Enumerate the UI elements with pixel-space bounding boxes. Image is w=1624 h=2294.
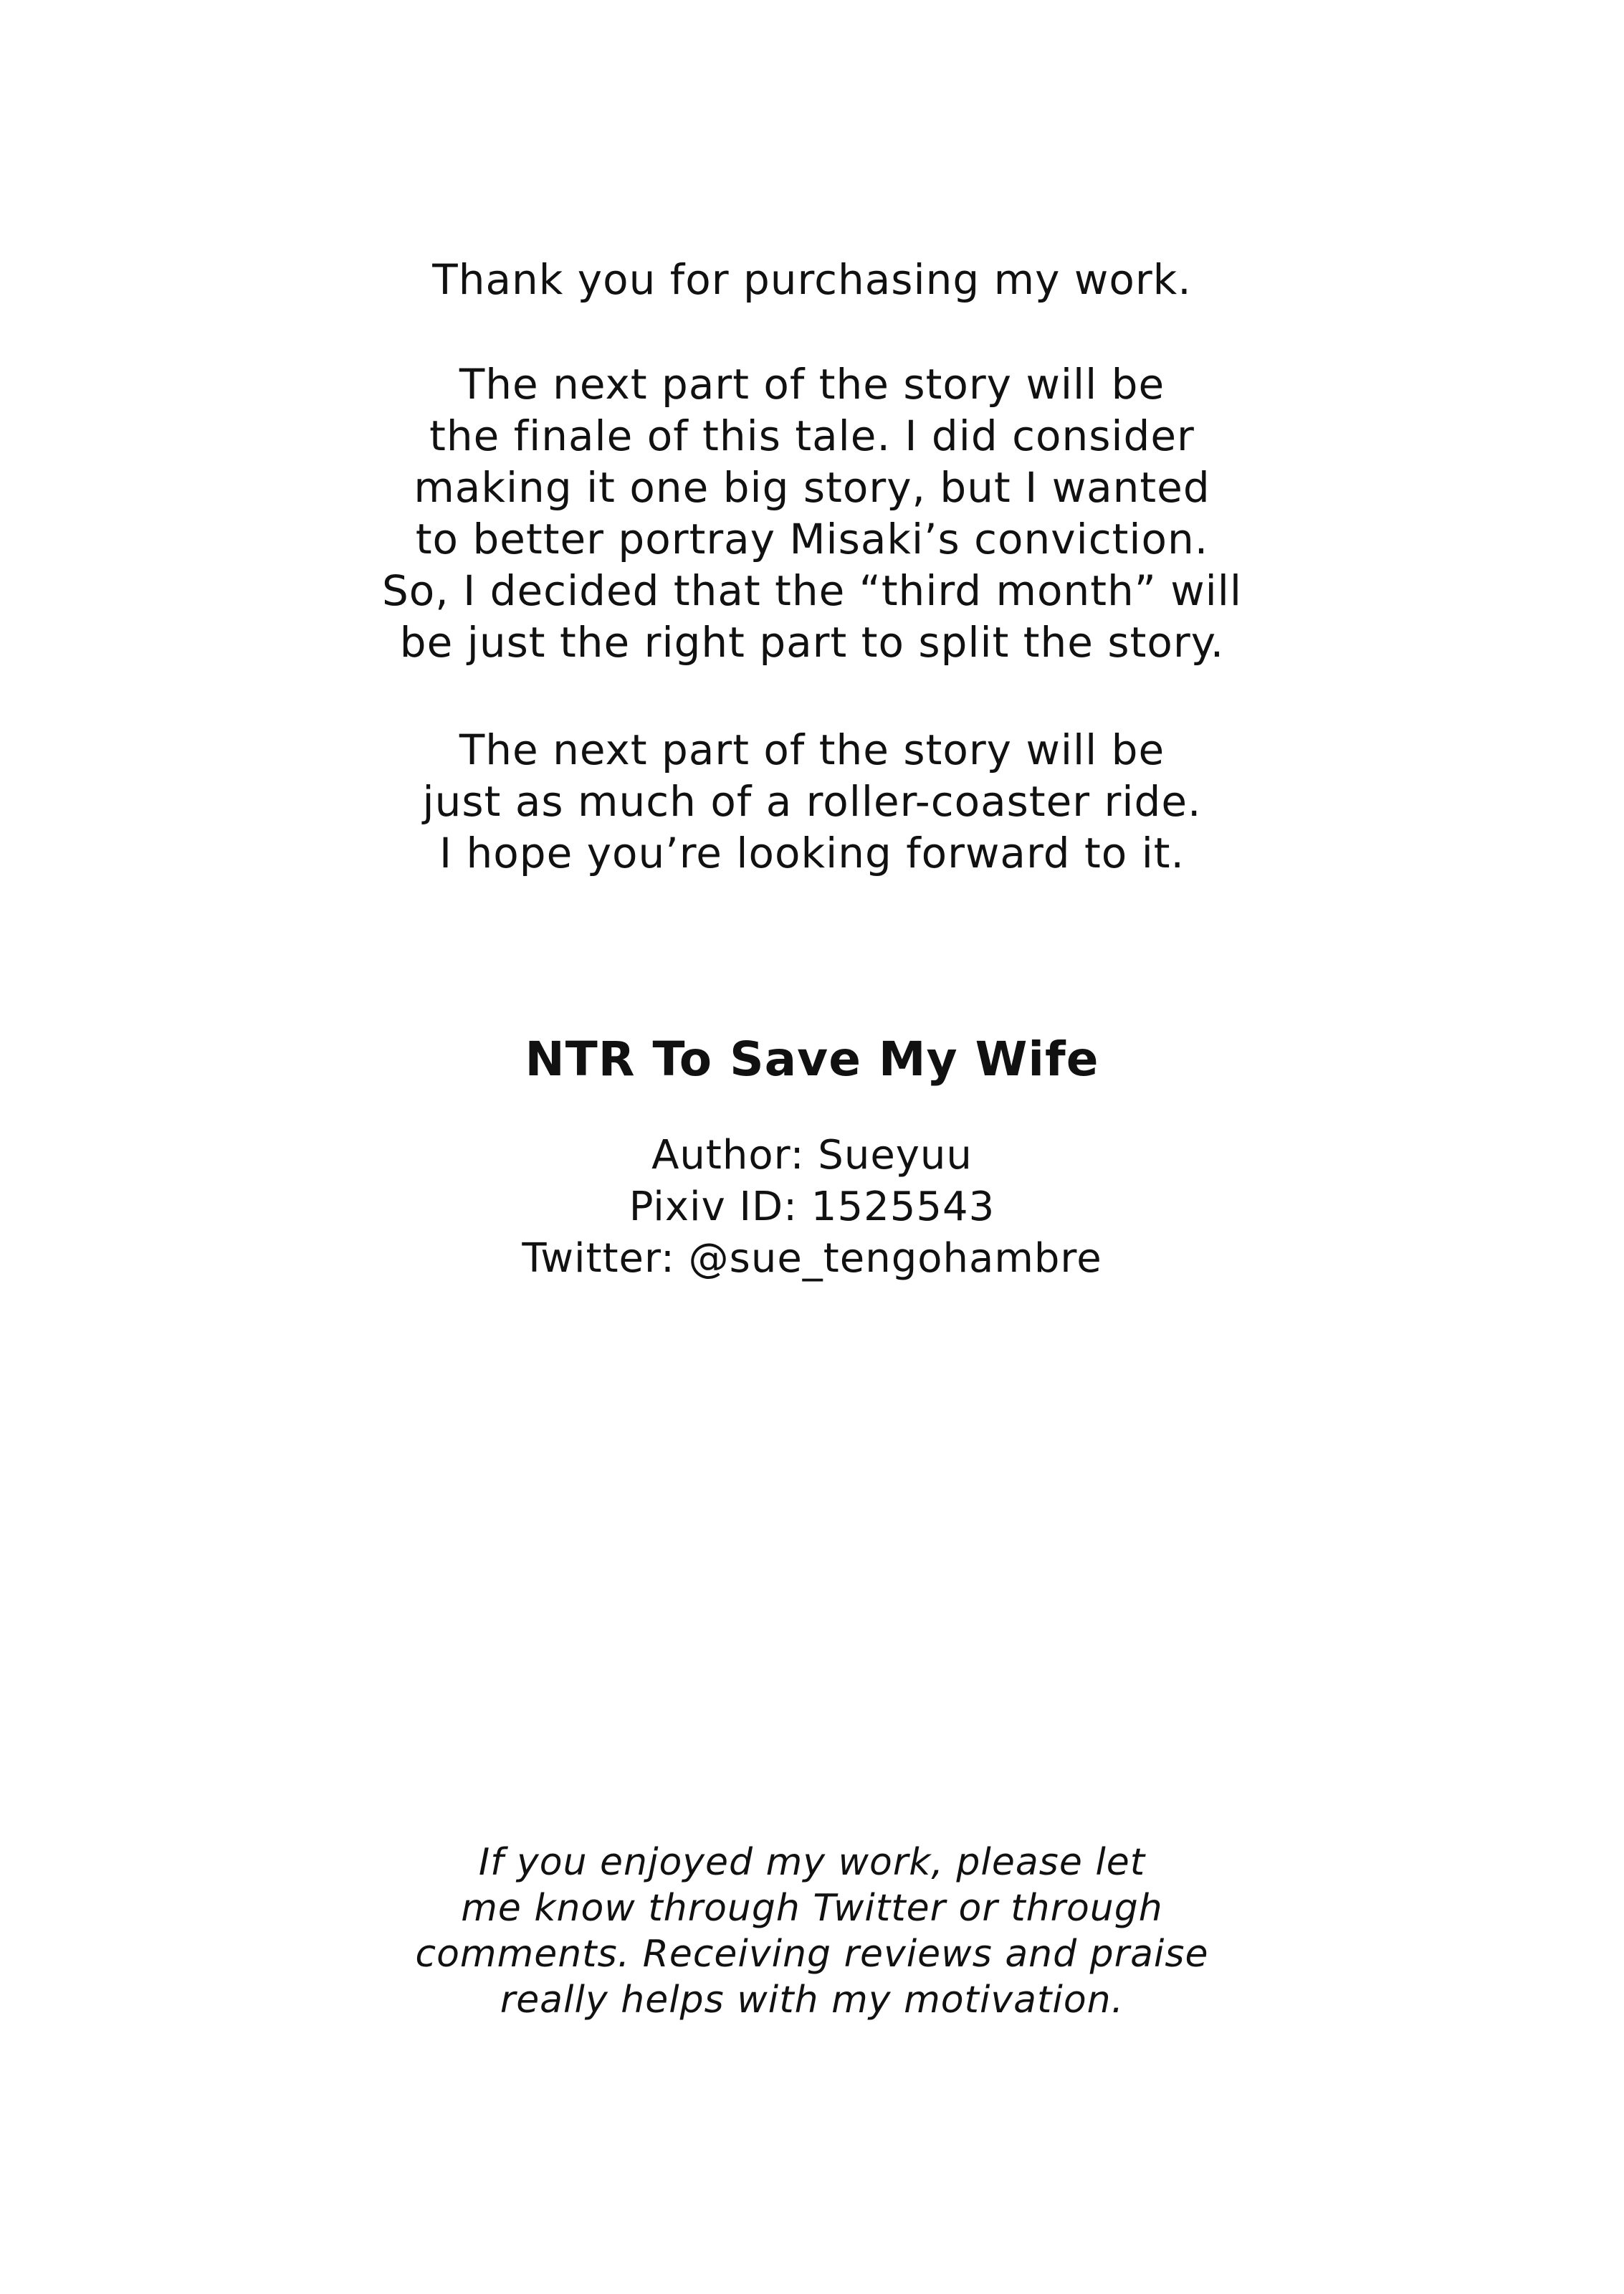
twitter-credit: Twitter: @sue_tengohambre <box>522 1235 1102 1282</box>
footer-line: comments. Receiving reviews and praise <box>415 1933 1209 1976</box>
work-title: NTR To Save My Wife <box>525 1032 1099 1087</box>
paragraph-line: The next part of the story will be <box>459 360 1165 409</box>
paragraph-line: just as much of a roller-coaster ride. <box>422 777 1202 826</box>
paragraph-line: I hope you’re looking forward to it. <box>439 829 1185 877</box>
paragraph-line: the finale of this tale. I did consider <box>429 411 1195 460</box>
feedback-note <box>0 1840 1624 2023</box>
next-part-paragraph <box>0 724 1624 879</box>
thank-you-line: Thank you for purchasing my work. <box>432 255 1192 304</box>
paragraph-line: be just the right part to split the story. <box>399 618 1225 667</box>
paragraph-line: So, I decided that the “third month” will <box>381 566 1243 615</box>
author-credit: Author: Sueyuu <box>651 1132 973 1179</box>
paragraph-line: The next part of the story will be <box>459 725 1165 774</box>
footer-line: me know through Twitter or through <box>461 1887 1163 1930</box>
thank-you-paragraph <box>0 254 1624 305</box>
footer-line: really helps with my motivation. <box>500 1979 1124 2022</box>
paragraph-line: to better portray Misaki’s conviction. <box>415 515 1209 563</box>
finale-paragraph <box>0 358 1624 668</box>
credits-block <box>0 1130 1624 1285</box>
footer-line: If you enjoyed my work, please let <box>478 1841 1146 1884</box>
pixiv-id-credit: Pixiv ID: 1525543 <box>629 1184 995 1230</box>
paragraph-line: making it one big story, but I wanted <box>414 463 1210 512</box>
